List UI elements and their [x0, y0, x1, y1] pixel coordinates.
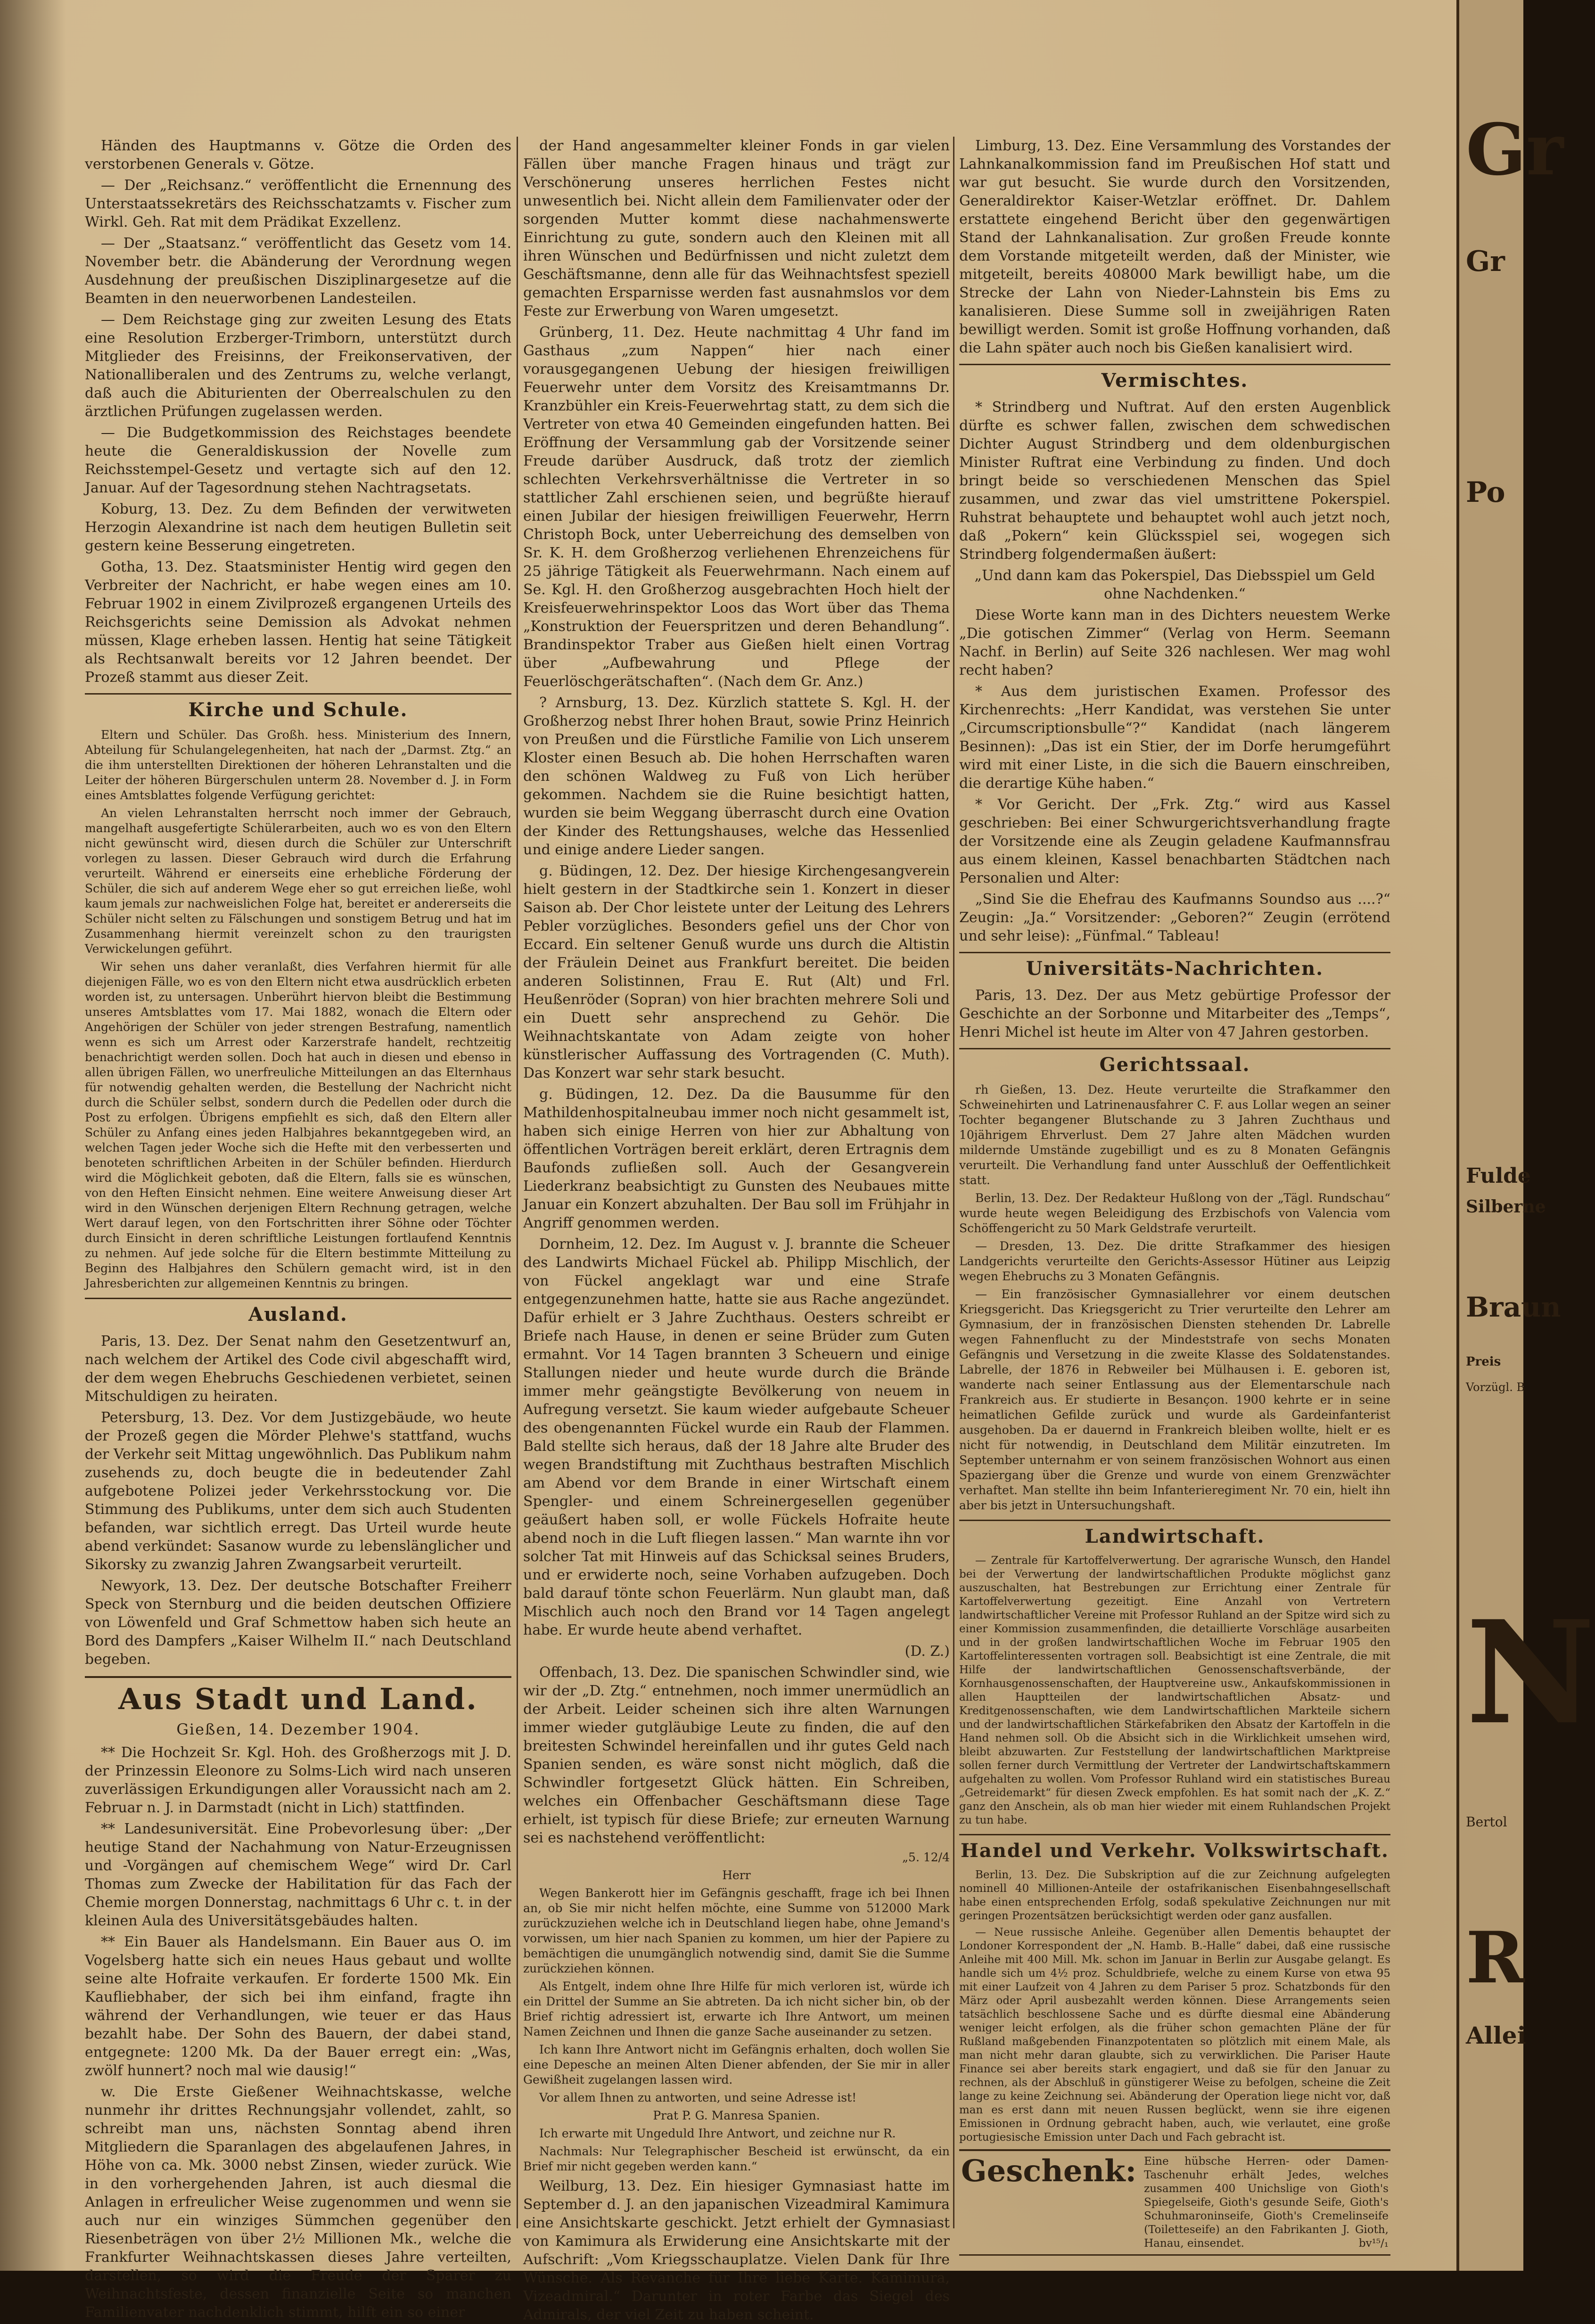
news-paragraph: ** Ein Bauer als Handelsmann. Ein Bauer aus O. im Vogelsberg hatte sich ein neues Haus gebaut und wollte seine alte Hofraite verkaufen. Er forderte 1500 Mk. Ein Kaufliebhaber, der sich bei ihm einfand, fragte ihn während der Verhandlungen, wie teuer er das Haus bezahlt habe. Der Sohn des Bauern, der dabei stand, entgegnete: 1200 Mk. Da der Bauer erregt ein: „Was, zwölf hunnert? noch mal wie dausig!“	[85, 1934, 511, 2079]
geschenk-title: Geschenk:	[961, 2153, 1137, 2189]
column-divider	[953, 137, 954, 2228]
news-paragraph: — Neue russische Anleihe. Gegenüber allen Dementis behauptet der Londoner Korrespondent der „N. Hamb. B.-Halle“ dabei, daß eine russische Anleihe mit 400 Mill. Mk. schon im Januar in Berlin zur Ausgabe gelangt. Es handle sich um 4½ proz. Schuldbriefe, welche zu einem Kurse von etwa 95 mit einer Laufzeit von 4 Jahren zu dem Pariser 5 proz. Schatzbonds für den März oder April ausbezahlt werden können. Diese Arrangements seien tatsächlich beschlossene Sache und es dürfte diesmal eine Abänderung weniger leicht erfolgen, als die früher schon gemachten Pläne der für Rußland maßgebenden Finanzpotentaten so plötzlich mit einem Male, als man nicht mehr daran glaubte, sich zu verwirklichen. Die Pariser Haute Finance sei aber bereits stark engagiert, und daß sie für den Januar zu rechnen, als der Abschluß in günstigerer Weise zu befolgen, scheine die Zeit lange zu keine Zeichnung sei. Abänderung der Operation liege nicht vor, daß man es erst dann mit neuen Russen beglückt, wenn sie ihre eigenen Emissionen in Ordnung gebracht haben, auch, wie verlautet, eine große portugiesische Emission unter Dach und Fach gebracht ist.	[959, 1926, 1390, 2144]
news-paragraph: ** Die Hochzeit Sr. Kgl. Hoh. des Großherzogs mit J. D. der Prinzessin Eleonore zu Solms-Lich wird nach unseren zuverlässigen Erkundigungen aller Voraussicht nach am 2. Februar n. J. in Darmstadt (nicht in Lich) stattfinden.	[85, 1744, 511, 1816]
news-paragraph: Petersburg, 13. Dez. Vor dem Justizgebäude, wo heute der Prozeß gegen die Mörder Plehwe's stattfand, wuchs der Verkehr seit Mittag ungewöhnlich. Das Publikum nahm zusehends zu, doch beugte die in bedeutender Zahl aufgebotene Polizei jeder Verkehrsstockung vor. Die Stimmung des Publikums, unter dem sich auch Studenten befanden, war sichtlich erregt. Das Urteil wurde heute abend verkündet: Sasanow wurde zu lebenslänglicher und Sikorsky zu zwanzig Jahren Zwangsarbeit verurteilt.	[85, 1409, 511, 1573]
news-paragraph: Grünberg, 11. Dez. Heute nachmittag 4 Uhr fand im Gasthaus „zum Nappen“ hier nach einer vorausgegangenen Uebung der hiesigen freiwilligen Feuerwehr unter dem Vorsitz des Kreisamtmanns Dr. Kranzbühler ein Kreis-Feuerwehrtag statt, zu dem sich die Vertreter von etwa 40 Gemeinden eingefunden hatten. Bei Eröffnung der Versammlung gab der Vorsitzende seiner Freude darüber Ausdruck, daß trotz der ziemlich schlechten Verkehrsverhältnisse die Vertreter in so stattlicher Zahl erschienen seien, und begrüßte hierauf einen Jubilar der hiesigen freiwilligen Feuerwehr, Herrn Christoph Bock, unter Ueberreichung des demselben von Sr. K. H. dem Großherzog verliehenen Ehrenzeichens für 25 jährige Tätigkeit als Feuerwehrmann. Nach einem auf Se. Kgl. H. den Großherzog ausgebrachten Hoch hielt der Kreisfeuerwehrinspektor Loos das Wort über das Thema „Konstruktion der Feuerspritzen und deren Behandlung“. Brandinspektor Traber aus Gießen hielt einen Vortrag über „Aufbewahrung und Pflege der Feuerlöschgerätschaften“. (Nach dem Gr. Anz.)	[523, 324, 950, 690]
letter-paragraph: Ich erwarte mit Ungeduld Ihre Antwort, und zeichne nur R.	[539, 2127, 896, 2140]
news-paragraph: rh Gießen, 13. Dez. Heute verurteilte die Strafkammer den Schweinehirten und Latrinenausfahrer C. F. aus Lollar wegen an seiner Tochter begangener Blutschande zu 3 Jahren Zuchthaus und 10jährigem Ehrverlust. Dem 27 Jahre alten Mädchen wurden mildernde Umstände zugebilligt und es zu 8 Monaten Gefängnis verurteilt. Die Verhandlung fand unter Ausschluß der Oeffentlichkeit statt.	[959, 1083, 1390, 1187]
kirche-section	[85, 728, 511, 1291]
swindle-letter	[523, 1850, 950, 2174]
news-paragraph: Wir sehen uns daher veranlaßt, dies Verfahren hiermit für alle diejenigen Fälle, wo es von den Eltern nicht etwa ausdrücklich erbeten worden ist, zu untersagen. Unberührt hiervon bleibt die Bestimmung unseres Amtsblattes vom 17. Mai 1882, wonach die Eltern oder Angehörigen der Schüler von jeder strengen Bestrafung, namentlich wenn es sich um Arrest oder Karzerstrafe handelt, rechtzeitig benachrichtigt werden sollen. Doch hat auch in diesen und ebenso in allen übrigen Fällen, wo unerfreuliche Mitteilungen an das Elternhaus für notwendig gehalten werden, die Bestellung der Nachricht nicht durch die Schüler selbst, sondern durch die Pedellen oder durch die Post zu erfolgen. Übrigens empfiehlt es sich, daß den Eltern aller Schüler zu Anfang eines jeden Halbjahres bekanntgegeben wird, an welchen Tagen jeder Woche sich die Hefte mit den verbesserten und benoteten schriftlichen Arbeiten in der Schüler befinden. Hierdurch wird die Möglichkeit geboten, daß die Eltern, falls sie es wünschen, von den Heften Einsicht nehmen. Eine weitere Anweisung dieser Art wird in den Wünschen derjenigen Eltern Rechnung getragen, welche Wert darauf legen, von den Fortschritten ihrer Söhne oder Töchter durch Einsicht in deren schriftliche Leistungen fortlaufend Kenntnis zu nehmen. Auf jede solche für die Eltern bestimmte Mitteilung zu Beginn des Halbjahres den Schülern gemacht wird, ist in den Jahresberichten zur allgemeinen Kenntnis zu bringen.	[85, 960, 511, 1290]
section-heading-universitaet: Universitäts-Nachrichten.	[959, 952, 1390, 982]
news-paragraph: — Die Budgetkommission des Reichstages beendete heute die Generaldiskussion der Novelle zum Reichsstempel-Gesetz und vertagte sich auf den 12. Januar. Auf der Tagesordnung stehen Nachtragsetats.	[85, 425, 511, 496]
news-paragraph: ? Arnsburg, 13. Dez. Kürzlich stattete S. Kgl. H. der Großherzog nebst Ihrer hohen Braut, sowie Prinz Heinrich von Preußen und die Fürstliche Familie von Lich unserem Kloster einen Besuch ab. Die hohen Herrschaften waren den schönen Waldweg zu Fuß von Lich herüber gekommen. Nachdem sie die Ruine besichtigt hatten, wurden sie beim Weggang überrascht durch eine Ovation der Kinder des Rettungshauses, welche das Hessenlied und einige andere Lieder sangen.	[523, 695, 950, 858]
neighbor-fragment: Bertol	[1466, 1814, 1507, 1830]
news-paragraph: Diese Worte kann man in des Dichters neuestem Werke „Die gotischen Zimmer“ (Verlag von Herm. Seemann Nachf. in Berlin) auf Seite 326 nachlesen. Wer mag wohl recht haben?	[959, 607, 1390, 679]
column-1	[85, 137, 511, 2321]
column-divider	[517, 137, 518, 2228]
news-paragraph: — Ein französischer Gymnasiallehrer vor einem deutschen Kriegsgericht. Das Kriegsgericht zu Trier verurteilte den Lehrer am Gymnasium, der in französischen Diensten stehenden Dr. Labrelle wegen Fahnenflucht zu der Mindeststrafe von sechs Monaten Gefängnis und Versetzung in die zweite Klasse des Soldatenstandes. Labrelle, der 1876 in Rebweiler bei Mülhausen i. E. geboren ist, wanderte nach seiner Entlassung aus der Elementarschule nach Frankreich aus. Er studierte in Besançon. 1900 kehrte er in seine heimatlichen Gefilde zurück und wurde als Gardeinfanterist ausgehoben. Da er dauernd in Frankreich bleiben wollte, hielt er es nicht für notwendig, in Deutschland dem Militär einzutreten. Im September unternahm er von seinem französischen Wohnort aus einen Spaziergang über die Grenze und wurde von einem Grenzwächter verhaftet. Man stellte ihn beim Infanterieregiment Nr. 70 ein, hielt ihn aber bis jetzt in Untersuchungshaft.	[959, 1287, 1390, 1512]
letter-salutation: Herr	[722, 1868, 751, 1882]
letter-paragraph: Vor allem Ihnen zu antworten, und seine Adresse ist!	[539, 2091, 857, 2104]
column-2	[523, 137, 950, 2323]
news-paragraph: der Hand angesammelter kleiner Fonds in gar vielen Fällen über manche Fragen hinaus und trägt zur Verschönerung unseres herrlichen Festes nicht unwesentlich bei. Nicht allein dem Familienvater oder der sorgenden Mutter kommt diese nachahmenswerte Einrichtung zu gute, sondern auch den Kleinen mit all ihren Wünschen und Bedürfnissen und nicht zuletzt dem Geschäftsmanne, denn alle für das Weihnachtsfest speziell gemachten Ersparnisse werden fast ausnahmslos vor dem Feste zur Erwerbung von Waren umgesetzt.	[523, 138, 950, 319]
news-paragraph: * Aus dem juristischen Examen. Professor des Kirchenrechts: „Herr Kandidat, was verstehen Sie unter „Circumscriptionsbulle“?“ Kandidat (nach längerem Besinnen): „Das ist ein Stier, der im Dorfe herumgeführt wird mit einer Liste, in die sich die Bauern einschreiben, die derartige Kühe haben.“	[959, 683, 1390, 792]
news-paragraph: * Vor Gericht. Der „Frk. Ztg.“ wird aus Kassel geschrieben: Bei einer Schwurgerichtsverhandlung fragte der Vorsitzende eine als Zeugin geladene Kaufmannsfrau aus einem kleinen, Kassel benachbarten Städtchen nach Personalien und Alter:	[959, 796, 1390, 886]
news-paragraph: g. Büdingen, 12. Dez. Da die Bausumme für den Mathildenhospitalneubau immer noch nicht gesammelt ist, haben sich einige Herren von hier zur Abhaltung von öffentlichen Vorträgen bereit erklärt, deren Ertragnis dem Baufonds zufließen soll. Auch der Gesangverein Liederkranz beabsichtigt zu Gunsten des Neubaues mitte Januar ein Konzert abzuhalten. Der Bau soll im Frühjahr in Angriff genommen werden.	[523, 1086, 950, 1231]
neighbor-fragment: Po	[1466, 476, 1505, 509]
section-heading-landwirtschaft: Landwirtschaft.	[959, 1520, 1390, 1549]
news-paragraph: — Der „Staatsanz.“ veröffentlicht das Gesetz vom 14. November betr. die Abänderung der Verordnung wegen Ausdehnung der preußischen Disziplinargesetze auf die Beamten in den neuerworbenen Landesteilen.	[85, 235, 511, 307]
news-paragraph: An vielen Lehranstalten herrscht noch immer der Gebrauch, mangelhaft ausgefertigte Schülerarbeiten, auch wo es von den Eltern nicht gewünscht wird, diesen durch die Schüler zur Unterschrift vorlegen zu lassen. Dieser Gebrauch wird durch die Erfahrung verurteilt. Während er einerseits eine erhebliche Förderung der Schüler, die sich auf anderem Wege eher so gut erreichen ließe, wohl kaum jemals zur nachweislichen Folge hat, bereitet er andererseits die Schüler nicht selten zu Fälschungen und sonstigem Betrug und hat im Zusammenhang hiermit vereinzelt schon zu den traurigsten Verwickelungen geführt.	[85, 806, 511, 956]
section-heading-gericht: Gerichtssaal.	[959, 1048, 1390, 1078]
neighbor-fragment: Allei	[1466, 2021, 1526, 2049]
quote: „Und dann kam das Pokerspiel, Das Diebsspiel um Geld ohne Nachdenken.“	[974, 567, 1375, 602]
news-paragraph: — Dresden, 13. Dez. Die dritte Strafkammer des hiesigen Landgerichts verurteilte den Gerichts-Assessor Hütiner aus Leipzig wegen Ehebruchs zu 3 Monaten Gefängnis.	[959, 1239, 1390, 1283]
neighbor-fragment: Gr	[1466, 245, 1505, 278]
letter-date: „5. 12/4	[902, 1850, 950, 1864]
news-paragraph: Newyork, 13. Dez. Der deutsche Botschafter Freiherr Speck von Sternburg und die beiden deutschen Offiziere von Löwenfeld und Graf Schmettow haben sich heute an Bord des Dampfers „Kaiser Wilhelm II.“ nach Deutschland begeben.	[85, 1578, 511, 1668]
neighbor-fragment: Gr	[1466, 108, 1564, 191]
letter-paragraph: Wegen Bankerott hier im Gefängnis geschafft, frage ich bei Ihnen an, ob Sie mir nicht helfen möchte, eine Summe von 512000 Mark zurückzuziehen welche ich in Deutschland liegen habe, ohne Jemand's vorwissen, um hier nach Spanien zu kommen, um hier der Papiere zu bemächtigen die unumgänglich notwendig sind, damit Sie die Summe zurückziehen können.	[523, 1886, 950, 1975]
geschenk-body: Eine hübsche Herren- oder Damen-Taschenuhr erhält Jedes, welches zusammen 400 Unichslige von Gioth's Spiegelseife, Gioth's gesunde Seife, Gioth's Schuhmaroninseife, Gioth's Cremelinseife (Toiletteseife) an den Fabrikanten J. Gioth, Hanau, einsendet.	[1144, 2155, 1389, 2250]
handel-section	[959, 1868, 1390, 2144]
geschenk-code: bv¹⁵/₁	[1358, 2237, 1389, 2250]
news-paragraph: Offenbach, 13. Dez. Die spanischen Schwindler sind, wie wir der „D. Ztg.“ entnehmen, noch immer unermüdlich an der Arbeit. Leider scheinen sich ihre alten Warnungen immer wieder gutgläubige Leute zu finden, die auf den breitesten Schwindel hereinfallen und ihr gutes Geld nach Spanien senden, es wäre sonst nicht möglich, daß die Schwindler fortgesetzt Glück hätten. Ein Schreiben, welches ein Offenbacher Geschäftsmann diese Tage erhielt, ist typisch für diese Briefe; zur erneuten Warnung sei es nachstehend veröffentlicht:	[523, 1664, 950, 1846]
geschenk-text	[1144, 2155, 1389, 2250]
dateline: Gießen, 14. Dezember 1904.	[176, 1720, 420, 1738]
news-paragraph: Dornheim, 12. Dez. Im August v. J. brannte die Scheuer des Landwirts Michael Fückel ab. Philipp Mischlich, der von Fückel angeklagt war und eine Strafe entgegenzunehmen hatte, hatte sie aus Rache angezündet. Dafür erhielt er 3 Jahre Zuchthaus. Oesters schreibt er Briefe nach Hause, in denen er seine Brüder zum Guten ermahnt. Vor 14 Tagen brannten 3 Scheuern und einige Stallungen nieder und heute wurde durch die Brände immer mehr geängstigte Bevölkerung von neuem in Aufregung versetzt. Sie kaum wieder aufgebaute Scheuer des obengenannten Fückel wurde ein Raub der Flammen. Bald stellte sich heraus, daß der 18 Jahre alte Bruder des wegen Brandstiftung mit Zuchthaus bestraften Mischlich am Abend vor dem Brande in einer Wirtschaft einem Spengler- und einem Schreinergesellen gegenüber geäußert haben soll, er wolle Fückels Hofraite heute abend noch in die Luft fliegen lassen.“ Man warnte ihn vor solcher Tat mit Hinweis auf das Schicksal seines Bruders, und er erwiderte noch, seine Vorhaben aufzugeben. Doch bald darauf tönte schon Feuerlärm. Nun glaubt man, daß Mischlich auch noch den Brand vor 14 Tagen angelegt habe. Er wurde heute abend verhaftet.	[523, 1236, 950, 1638]
letter-address: Prat P. G. Manresa Spanien.	[653, 2109, 820, 2122]
news-paragraph: Weilburg, 13. Dez. Ein hiesiger Gymnasiast hatte im September d. J. an den japanischen Vizeadmiral Kamimura eine Ansichtskarte geschickt. Jetzt erhielt der Gymnasiast von Kamimura als Erwiderung eine Ansichtskarte mit der Aufschrift: „Vom Kriegsschauplatze. Vielen Dank für Ihre Wünsche. Als Revanche für Ihre liebe Karte. Kamimura, Vizeadmiral.“ Darunter in roter Farbe das Siegel des Admirals, der viel Zeit zu haben scheint.	[523, 2178, 950, 2323]
neighbor-fragment: Preis	[1466, 1355, 1501, 1369]
gericht-section	[959, 1082, 1390, 1513]
section-heading-ausland: Ausland.	[85, 1298, 511, 1327]
neighbor-fragment: Braun	[1466, 1291, 1561, 1323]
geschenk-advertisement	[959, 2149, 1390, 2256]
news-paragraph: Paris, 13. Dez. Der Senat nahm den Gesetzentwurf an, nach welchem der Artikel des Code civil abgeschafft wird, der dem wegen Ehebruchs Geschiedenen verbietet, seinen Mitschuldigen zu heiraten.	[85, 1333, 511, 1405]
news-paragraph: ** Landesuniversität. Eine Probevorlesung über: „Der heutige Stand der Nachahmung von Natur-Erzeugnissen und -Vorgängen auf chemischem Wege“ wird Dr. Carl Thomas zum Zwecke der Habilitation für das Fach der Chemie morgen Donnerstag, nachmittags 6 Uhr c. t. in der kleinen Aula des Universitätsgebäudes halten.	[85, 1821, 511, 1929]
section-heading-kirche: Kirche und Schule.	[85, 693, 511, 723]
neighbor-page-edge	[1456, 0, 1595, 2271]
neighbor-fragment: N	[1466, 1589, 1595, 1756]
news-paragraph: g. Büdingen, 12. Dez. Der hiesige Kirchengesangverein hielt gestern in der Stadtkirche sein 1. Konzert in dieser Saison ab. Der Chor leistete unter der Leitung des Lehrers Pebler vorzügliches. Besonders gefiel uns der Chor von Eccard. Ein seltener Genuß wurde uns durch die Altistin der Fräulein Deinet aus Frankfurt bereitet. Die beiden anderen Solistinnen, Frau E. Rut (Alt) und Frl. Heußenröder (Sopran) von hier brachten mehrere Soli und ein Duett sehr ansprechend zu Gehör. Die Weihnachtskantate von Adam zeigte von hoher künstlerischer Auffassung des Vortragenden (C. Muth). Das Konzert war sehr stark besucht.	[523, 863, 950, 1081]
news-paragraph: Gotha, 13. Dez. Staatsminister Hentig wird gegen den Verbreiter der Nachricht, er habe wegen eines am 10. Februar 1902 in einem Zivilprozeß ergangenen Urteils des Reichsgerichts seine Demission als Advokat nehmen müssen, Klage erheben lassen. Hentig hat seine Tätigkeit als Rechtsanwalt bereits vor 12 Jahren beendet. Der Prozeß stammt aus dieser Zeit.	[85, 559, 511, 686]
neighbor-fragment: R	[1466, 1916, 1525, 1999]
neighbor-fragment: Vorzügl. B	[1466, 1381, 1525, 1394]
section-heading-handel: Handel und Verkehr. Volkswirtschaft.	[959, 1834, 1390, 1864]
news-paragraph: Händen des Hauptmanns v. Götze die Orden des verstorbenen Generals v. Götze.	[85, 138, 511, 172]
news-paragraph: — Zentrale für Kartoffelverwertung. Der agrarische Wunsch, den Handel bei der Verwertung der landwirtschaftlichen Produkte möglichst ganz auszuschalten, hat Bestrebungen zur Errichtung einer Zentrale für Kartoffelverwertung gezeitigt. Eine Anzahl von Vertretern landwirtschaftlicher Vereine mit Professor Ruhland an der Spitze wird sich zu einer Kommission zusammenfinden, die detaillierte Vorschläge ausarbeiten und in der großen landwirtschaftlichen Woche im Februar 1905 den Kartoffelinteressenten vortragen soll. Beabsichtigt ist eine Zentrale, die mit Hilfe der landwirtschaftlichen Genossenschaftsverbände, der Kornhausgenossenschaften, der Hauptvereine usw., Ankaufskommissionen in allen Hauptteilen der landwirtschaftlichen Absatz- und Kreditgenossenschaften, wie dem Landwirtschaftlichen Markteile sichern und der landwirtschaftlichen Stärkefabriken den Absatz der Kartoffeln in die Hand nehmen soll. Ob die Absicht sich in die Wirklichkeit umsehen wird, bleibt abzuwarten. Zur Feststellung der landwirtschaftlichen Marktpreise sollen ferner durch Vermittlung der Vertreter der Landwirtschaftskammern aufgehalten zu wollen. Vom Professor Ruhland wird ein statistisches Bureau „Getreidemarkt“ für diesen Zweck empfohlen. Es hat somit nach der „K. Z.“ ganz den Anschein, als ob man hier wieder mit einem Ruhlandschen Projekt zu tun habe.	[959, 1555, 1390, 1826]
page-gutter-shadow	[0, 0, 66, 2271]
news-paragraph: Berlin, 13. Dez. Die Subskription auf die zur Zeichnung aufgelegten nominell 40 Millionen-Anteile der ostafrikanischen Eisenbahngesellschaft habe einen entsprechenden Erfolg, sodaß spekulative Zeichnungen nur mit geringen Prozentsätzen berücksichtigt werden oder ganz ausfallen.	[959, 1869, 1390, 1922]
news-paragraph: Koburg, 13. Dez. Zu dem Befinden der verwitweten Herzogin Alexandrine ist nach dem heutigen Bulletin seit gestern keine Besserung eingetreten.	[85, 501, 511, 554]
news-paragraph: w. Die Erste Gießener Weihnachtskasse, welche nunmehr ihr drittes Rechnungsjahr vollendet, zahlt, so schreibt man uns, nächsten Sonntag abend ihren Mitgliedern die Sparanlagen des abgelaufenen Jahres, in Höhe von ca. Mk. 3000 nebst Zinsen, wieder zurück. Wie in den vorhergehenden Jahren, ist auch diesmal die Anlagen in erfreulicher Weise zugenommen und wenn sie auch nur ein winziges Sümmchen gegenüber den Riesenbeträgen von über 2½ Millionen Mk., welche die Frankfurter Weihnachtskassen dieses Jahre verteilten, darstellen, so wird die Freude der Sparer zu Weihnachtsfeste, dessen finanzielle Seite so manchen Familienvater nachdenklich stimmt, hilft ein so einer	[85, 2084, 511, 2321]
news-paragraph: — Dem Reichstage ging zur zweiten Lesung des Etats eine Resolution Erzberger-Trimborn, unterstützt durch Mitglieder des Freisinns, der Freikonservativen, der Nationalliberalen und des Zentrums zu, welche verlangt, daß auch die Abiturienten der Oberrealschulen zu den ärztlichen Prüfungen zugelassen werden.	[85, 311, 511, 420]
section-heading-vermischtes: Vermischtes.	[959, 364, 1390, 393]
column-1-news	[85, 137, 511, 687]
news-paragraph: Limburg, 13. Dez. Eine Versammlung des Vorstandes der Lahnkanalkommission fand im Preußischen Hof statt und war gut besucht. Sie wurde durch den Vorsitzenden, Generaldirektor Kaiser-Wetzlar eröffnet. Dr. Dahlem erstattete eingehend Bericht über den gegenwärtigen Stand der Lahnkanalisation. Zur großen Freude konnte dem Vorstande mitgeteilt werden, daß der Minister, wie mitgeteilt, bereits 408000 Mark bewilligt habe, um die Strecke der Lahn von Nieder-Lahnstein bis Ems zu kanalisieren. Diese Summe soll in zweijährigen Raten bewilligt werden. Somit ist große Hoffnung vorhanden, daß die Lahn später auch noch bis Gießen kanalisiert wird.	[959, 138, 1390, 356]
news-paragraph: — Der „Reichsanz.“ veröffentlicht die Ernennung des Unterstaatssekretärs des Reichsschatzamts v. Fischer zum Wirkl. Geh. Rat mit dem Prädikat Exzellenz.	[85, 177, 511, 230]
landwirtschaft-section	[959, 1554, 1390, 1827]
section-heading-stadt: Aus Stadt und Land.	[85, 1676, 511, 1718]
signature: (D. Z.)	[904, 1643, 950, 1660]
news-paragraph: * Strindberg und Nuftrat. Auf den ersten Augenblick dürfte es schwer fallen, zwischen dem schwedischen Dichter August Strindberg und dem oldenburgischen Minister Ruftrat eine Verbindung zu finden. Und doch bringt beide so verschiedenen Menschen das Spiel zusammen, und zwar das viel umstrittene Pokerspiel. Ruhstrat behauptete und behauptet wohl auch jetzt noch, daß „Pokern“ kein Glücksspiel sei, wogegen sich Strindberg folgendermaßen äußert:	[959, 399, 1390, 563]
neighbor-fragment: Fulde	[1466, 1164, 1531, 1188]
news-paragraph: Berlin, 13. Dez. Der Redakteur Hußlong von der „Tägl. Rundschau“ wurde heute wegen Beleidigung des Erzbischofs von Valencia vom Schöffengericht zu 50 Mark Geldstrafe verurteilt.	[959, 1191, 1390, 1235]
neighbor-fragment: Silberne	[1466, 1197, 1546, 1217]
news-paragraph: Eltern und Schüler. Das Großh. hess. Ministerium des Innern, Abteilung für Schulangelegenheiten, hat nach der „Darmst. Ztg.“ an die ihm unterstellten Direktionen der höheren Lehranstalten und die Leiter der höheren Bürgerschulen unterm 28. November d. J. in Form eines Amtsblattes folgende Verfügung gerichtet:	[85, 728, 511, 802]
letter-paragraph: Als Entgelt, indem ohne Ihre Hilfe für mich verloren ist, würde ich ein Drittel der Summe an Sie abtreten. Da ich nicht sicher bin, ob der Brief richtig adressiert ist, erwarte ich Ihre Antwort, um meinen Namen Zeichnen und Ihnen die ganze Sache auseinander zu setzen.	[523, 1980, 950, 2038]
letter-paragraph: Ich kann Ihre Antwort nicht im Gefängnis erhalten, doch wollen Sie eine Depesche an meinen Alten Diener abfenden, der Sie mir in aller Gewißheit zugelangen lassen wird.	[523, 2043, 950, 2087]
column-3	[959, 137, 1390, 2250]
letter-paragraph: Nachmals: Nur Telegraphischer Bescheid ist erwünscht, da ein Brief mir nicht gegeben werden kann.“	[523, 2144, 950, 2173]
news-paragraph: Paris, 13. Dez. Der aus Metz gebürtige Professor der Geschichte an der Sorbonne und Mitarbeiter des „Temps“, Henri Michel ist heute im Alter von 47 Jahren gestorben.	[959, 987, 1390, 1040]
news-paragraph: „Sind Sie die Ehefrau des Kaufmanns Soundso aus ....?“ Zeugin: „Ja.“ Vorsitzender: „Geboren?“ Zeugin (errötend und sehr leise): „Fünfmal.“ Tableau!	[959, 891, 1390, 944]
